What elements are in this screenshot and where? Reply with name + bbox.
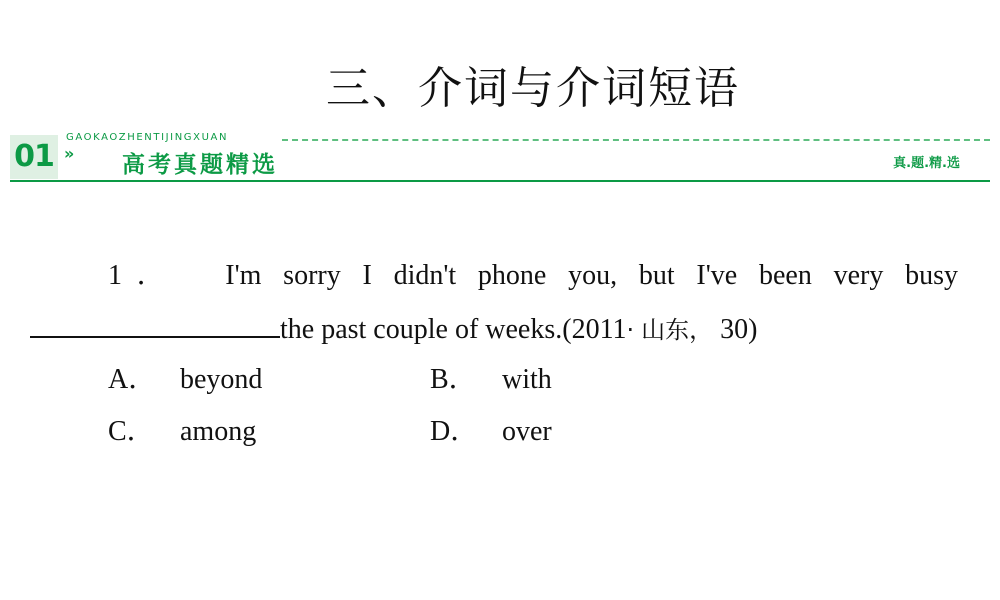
question-line-2 <box>30 310 758 348</box>
source-number: 30) <box>720 314 758 345</box>
question-text-1: I'm sorry I didn't phone you, but I've been very busy <box>225 260 958 291</box>
double-chevron-icon: » <box>64 144 75 163</box>
banner-pinyin: GAOKAOZHENTIJINGXUAN <box>66 132 229 143</box>
source-place: 山东， <box>641 316 714 344</box>
option-c <box>108 414 256 450</box>
option-d <box>430 414 552 450</box>
section-banner <box>10 132 990 184</box>
banner-dashed-divider <box>282 139 990 141</box>
section-number-badge: 01 <box>10 135 58 179</box>
banner-tag: 真.题.精.选 <box>893 156 960 171</box>
option-letter: A． <box>108 364 157 395</box>
option-text: among <box>180 416 257 447</box>
option-text: over <box>502 416 552 447</box>
option-text: beyond <box>180 364 263 395</box>
option-letter: D． <box>430 416 479 447</box>
source-dot: · <box>626 316 635 344</box>
option-a <box>108 362 262 398</box>
option-text: with <box>502 364 552 395</box>
question-line-1 <box>108 258 958 294</box>
question-text-2: the past couple of weeks.(2011 <box>280 314 627 345</box>
slide-title: 三、介词与介词短语 <box>326 63 740 114</box>
banner-heading: 高考真题精选 <box>122 152 278 178</box>
option-letter: B． <box>430 364 477 395</box>
banner-underline <box>10 180 990 182</box>
option-letter: C． <box>108 416 155 447</box>
answer-blank <box>30 310 280 338</box>
option-b <box>430 362 552 398</box>
question-number: 1． <box>108 260 180 291</box>
